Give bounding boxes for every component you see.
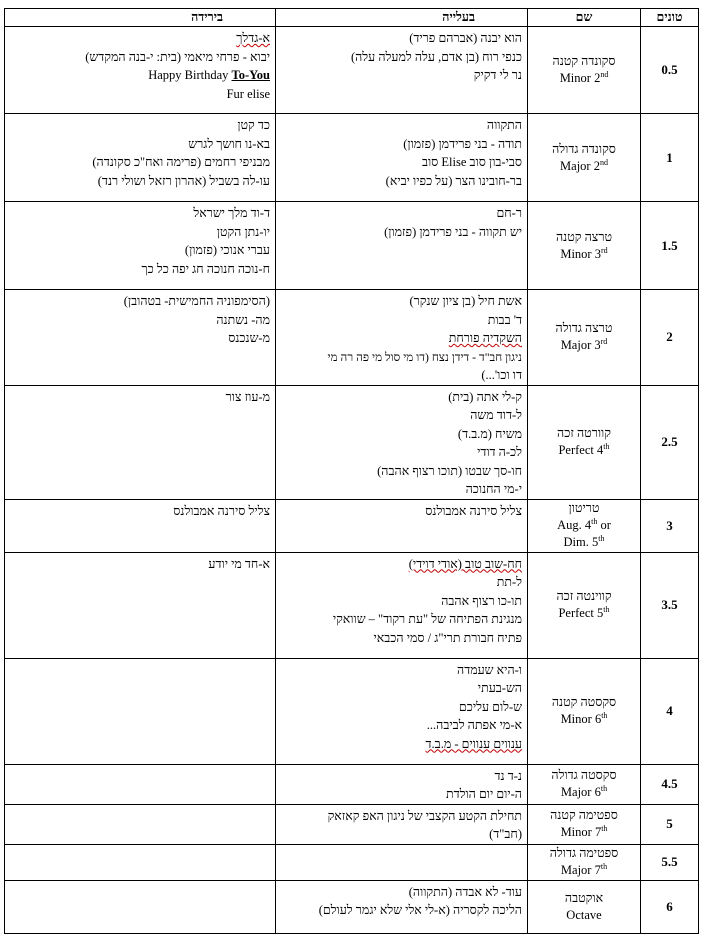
descending-cell — [5, 385, 276, 499]
descending-cell — [5, 764, 276, 804]
list-item: לכ-ה דודי — [477, 445, 522, 459]
descending-cell — [5, 804, 276, 844]
table-row — [5, 499, 699, 552]
list-item: א-מי אפתה לביבה... — [426, 718, 522, 732]
list-item: הוא יבנה (אברהם פריד) — [409, 31, 522, 45]
tones-cell: 5.5 — [641, 844, 699, 880]
tones-cell: 2.5 — [641, 385, 699, 499]
interval-name-cell — [528, 552, 641, 658]
list-item: ק-לי אתה (בית) — [448, 389, 522, 404]
interval-name-english: Minor 2nd — [559, 69, 609, 85]
interval-name-hebrew: קווינטה זכה — [556, 589, 612, 603]
table-row — [5, 114, 699, 202]
list-item: ל-דוד משה — [470, 408, 522, 422]
list-item: הליכה לקסריה (א-לי אלי שלא יגמר לעולם) — [318, 903, 522, 917]
list-item: מ-עוז צור — [225, 389, 270, 404]
tones-cell: 3.5 — [641, 552, 699, 658]
table-row — [5, 764, 699, 804]
tones-cell: 1.5 — [641, 202, 699, 290]
list-item: ד-וד מלך ישראל — [193, 206, 270, 220]
interval-name-cell — [528, 658, 641, 764]
descending-cell — [5, 499, 276, 552]
interval-name-english: Major 6th — [560, 783, 608, 799]
interval-name-cell — [528, 202, 641, 290]
list-item: ה-יום יום הולדת — [445, 787, 522, 801]
list-item: סבי-בון סוב Elise סוב — [421, 155, 522, 169]
tones-cell: 4 — [641, 658, 699, 764]
ascending-cell — [276, 658, 528, 764]
list-item: צליל סירנה אמבולנס — [425, 503, 522, 518]
tones-cell: 3 — [641, 499, 699, 552]
tones-cell: 2 — [641, 290, 699, 386]
header-ascending: בעלייה — [276, 9, 528, 27]
list-item: בא-נו חושך לגרש — [188, 136, 270, 151]
list-item: נר לי דקיק — [473, 68, 522, 82]
interval-name-english: Minor 6th — [560, 710, 608, 726]
list-item: Fur elise — [226, 86, 270, 101]
list-item: מה- נשתנה — [216, 312, 270, 327]
list-item: פתיח חבורת תרי"ג / סמי הכבאי — [373, 630, 522, 645]
list-item: (חב"ד) — [489, 827, 522, 841]
ascending-cell — [276, 499, 528, 552]
interval-name-english: Major 7th — [560, 861, 608, 877]
interval-name-english: Perfect 4th — [558, 441, 610, 457]
list-item: Happy Birthday To-You — [148, 68, 270, 82]
list-item: ו-היא שעמדה — [457, 662, 522, 677]
interval-name-english: Major 3rd — [560, 337, 608, 353]
ascending-cell — [276, 385, 528, 499]
descending-cell — [5, 202, 276, 290]
list-item: מ-שנכנס — [228, 331, 270, 345]
interval-name-cell — [528, 804, 641, 844]
list-item: א-גדלך — [236, 31, 270, 45]
descending-cell — [5, 880, 276, 933]
ascending-cell — [276, 764, 528, 804]
list-item: כנפי רוח (בן אדם, עלה למעלה עלה) — [350, 49, 522, 64]
list-item: א-חד מי יודע — [208, 556, 270, 571]
ascending-cell — [276, 804, 528, 844]
list-item: יש תקווה - בני פרידמן (פזמון) — [384, 224, 522, 239]
table-row — [5, 658, 699, 764]
list-item: (הסימפוניה החמישית- בטהובן) — [123, 294, 270, 308]
ascending-cell — [276, 290, 528, 386]
tones-cell: 1 — [641, 114, 699, 202]
list-item: צליל סירנה אמבולנס — [173, 503, 270, 518]
descending-cell — [5, 290, 276, 386]
list-item: נ-ד נד — [494, 768, 522, 783]
list-item: התקווה — [486, 118, 522, 132]
tones-cell: 4.5 — [641, 764, 699, 804]
header-tones: טונים — [641, 9, 699, 27]
interval-name-hebrew: אוקטבה — [564, 890, 604, 905]
interval-name-hebrew: סקונדה גדולה — [552, 141, 616, 156]
interval-name-english-alt: Dim. 5th — [563, 533, 605, 549]
list-item: מנגינת הפתיחה של "עת רקוד" – שוואקי — [332, 612, 522, 626]
list-item: עו-לה בשביל (אהרון רזאל ושולי רנד) — [97, 173, 270, 188]
interval-name-english: Perfect 5th — [558, 604, 610, 620]
list-item: בר-חובינו הצר (על כפיו יביא) — [385, 173, 522, 188]
list-item: עברי אנוכי (פזמון) — [184, 243, 270, 257]
interval-name-hebrew: סקונדה קטנה — [552, 54, 616, 68]
interval-name-cell — [528, 27, 641, 114]
interval-name-hebrew: קוורטה זכה — [557, 426, 611, 440]
table-row — [5, 804, 699, 844]
descending-cell — [5, 552, 276, 658]
table-row — [5, 385, 699, 499]
interval-name-english: Octave — [566, 907, 602, 922]
list-item: ענווים ענווים - מ.ב.ד — [425, 736, 522, 751]
ascending-cell — [276, 114, 528, 202]
list-item: משיח (מ.ב.ד) — [457, 426, 522, 441]
ascending-cell — [276, 844, 528, 880]
list-item: ניגון חב"ד - דידן נצח (דו מי סול מי פה רה מי — [327, 349, 522, 364]
interval-name-hebrew: ספטימה גדולה — [549, 846, 619, 860]
tones-cell: 0.5 — [641, 27, 699, 114]
interval-name-cell — [528, 385, 641, 499]
descending-cell — [5, 844, 276, 880]
interval-name-cell — [528, 499, 641, 552]
list-item: ל-תת — [496, 575, 522, 589]
list-item: תו-כו רצוף אהבה — [441, 593, 522, 608]
descending-cell — [5, 114, 276, 202]
list-item: יו-נתן הקטן — [216, 224, 270, 239]
list-item: ש-לום עליכם — [458, 699, 522, 714]
interval-name-hebrew: ספטימה קטנה — [550, 808, 618, 822]
header-row — [5, 9, 699, 27]
list-item: יבוא - פרחי מיאמי (בית: י-בנה המקדש) — [85, 49, 270, 64]
descending-cell — [5, 27, 276, 114]
table-row — [5, 880, 699, 933]
ascending-cell — [276, 552, 528, 658]
descending-cell — [5, 658, 276, 764]
list-item: ח-נוכה חנוכה חג יפה כל כך — [141, 261, 270, 276]
table-row — [5, 844, 699, 880]
table-row — [5, 552, 699, 658]
ascending-cell — [276, 880, 528, 933]
table-row — [5, 290, 699, 386]
table-row — [5, 202, 699, 290]
interval-name-cell — [528, 844, 641, 880]
list-item: כד קטן — [237, 118, 270, 132]
list-item: ד' בבות — [487, 312, 522, 327]
list-item: דו וכו'...) — [481, 368, 522, 382]
list-item: אשת חיל (בן ציון שנקר) — [409, 294, 522, 308]
header-descending: בירידה — [5, 9, 276, 27]
header-name: שם — [528, 9, 641, 27]
interval-name-english: Major 2nd — [560, 157, 608, 173]
list-item: חח-שוב טוב (אודי דוידי) — [408, 556, 522, 571]
interval-name-cell — [528, 764, 641, 804]
interval-name-english: Minor 7th — [560, 823, 608, 839]
interval-name-english: Aug. 4th or — [557, 516, 611, 532]
list-item: י-מי החנוכה — [465, 482, 522, 496]
ascending-cell — [276, 27, 528, 114]
list-item: עוד- לא אבדה (התקווה) — [408, 884, 522, 899]
list-item: הש-בעתי — [477, 681, 522, 695]
interval-name-hebrew: טריטון — [568, 501, 600, 515]
interval-name-hebrew: סקסטה קטנה — [551, 695, 617, 709]
list-item: מבניפי רחמים (פרימה ואח"כ סקונדה) — [92, 155, 270, 169]
interval-name-hebrew: סקסטה גדולה — [551, 768, 617, 782]
tones-cell: 5 — [641, 804, 699, 844]
interval-name-hebrew: טרצה קטנה — [555, 229, 613, 244]
ascending-cell — [276, 202, 528, 290]
interval-name-hebrew: טרצה גדולה — [555, 321, 613, 336]
intervals-table — [4, 8, 699, 934]
list-item: ר-חם — [496, 206, 522, 220]
table-row — [5, 27, 699, 114]
list-item: חו-סך שבטו (תוכו רצוף אהבה) — [377, 463, 522, 478]
list-item: תחילת הקטע הקצבי של ניגון האפ קאזאק — [327, 808, 522, 823]
interval-name-cell — [528, 114, 641, 202]
list-item: השקדיה פורחת — [448, 331, 522, 345]
tones-cell: 6 — [641, 880, 699, 933]
interval-name-cell — [528, 290, 641, 386]
list-item: תודה - בני פרידמן (פזמון) — [403, 136, 522, 151]
interval-name-cell — [528, 880, 641, 933]
interval-name-english: Minor 3rd — [560, 245, 608, 261]
